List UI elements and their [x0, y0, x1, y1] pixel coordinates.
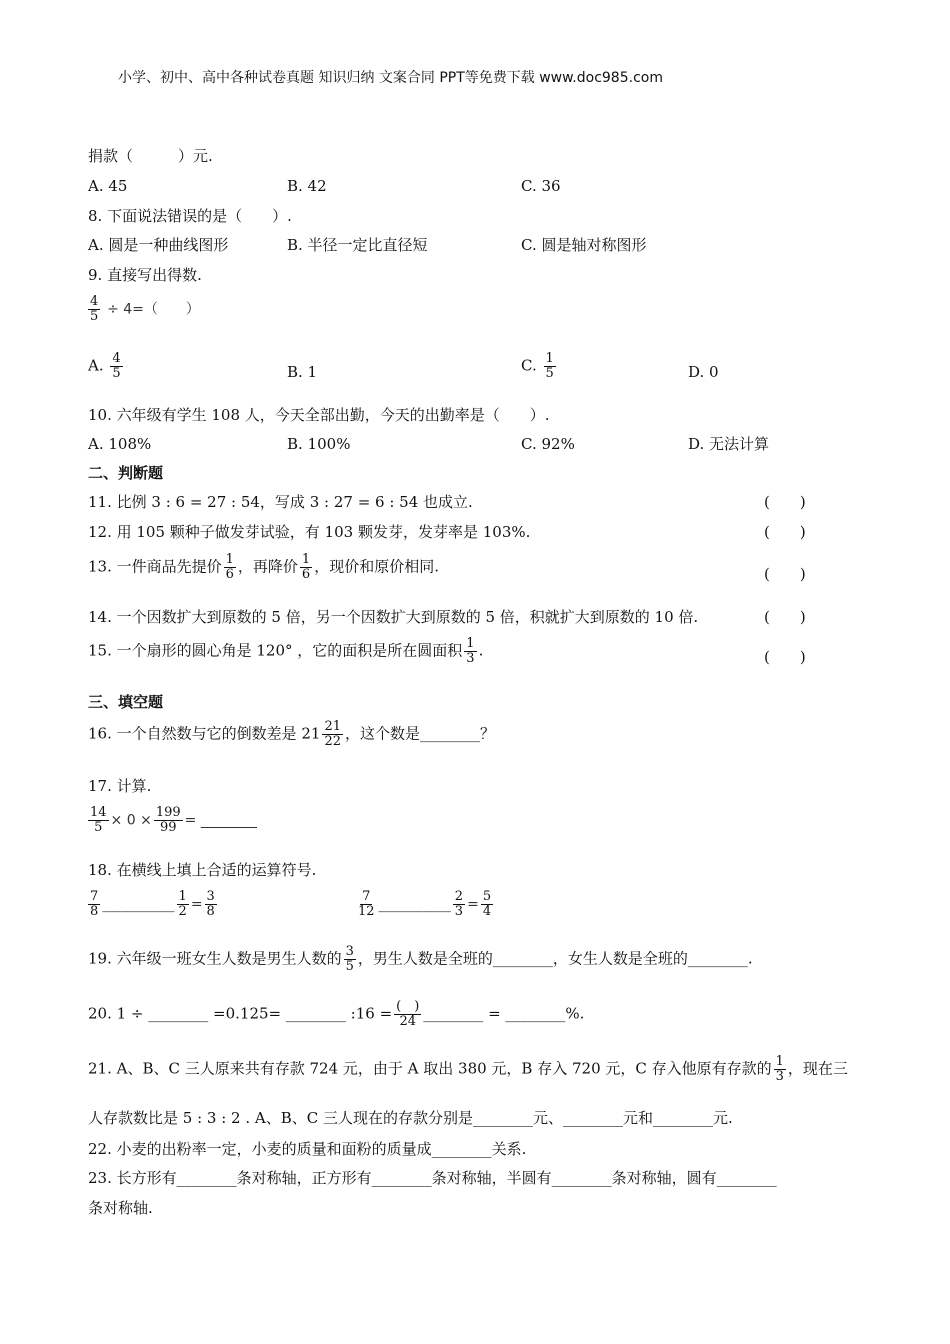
- q10-option-c: C. 92%: [521, 435, 575, 453]
- fraction: $\frac{14}{5}$: [90, 805, 107, 835]
- q7-continuation: 捐款（ ）元.: [88, 147, 213, 165]
- q12-answer-parens: ( ): [764, 523, 806, 541]
- q8-option-c: C. 圆是轴对称图形: [521, 236, 647, 254]
- q9-option-c: C. $\frac{1}{5}$: [521, 351, 554, 381]
- q8-option-a: A. 圆是一种曲线图形: [88, 236, 229, 254]
- blank[interactable]: ________: [102, 894, 175, 913]
- q10-stem: 10. 六年级有学生 108 人，今天全部出勤，今天的出勤率是（ ）.: [88, 406, 550, 424]
- q9-option-b: B. 1: [287, 363, 318, 381]
- fraction: $\frac{5}{4}$: [482, 889, 492, 919]
- q13-text: 13. 一件商品先提价 $\frac{1}{6}$ ，再降价 $\frac{1}{6}$ ，现价和原价相同.: [88, 552, 439, 582]
- fraction: $\frac{4}{5}$: [112, 351, 121, 381]
- fraction: $\frac{21}{22}$: [324, 719, 342, 749]
- q10-option-b: B. 100%: [287, 435, 351, 453]
- q9-stem: 9. 直接写出得数.: [88, 266, 202, 284]
- q19-text: 19. 六年级一班女生人数是男生人数的 $\frac{3}{5}$ ，男生人数是全班的________，女生人数是全班的________.: [88, 944, 753, 974]
- q14-text: 14. 一个因数扩大到原数的 5 倍，另一个因数扩大到原数的 5 倍，积就扩大到原数的 10 倍.: [88, 608, 699, 626]
- q18-stem: 18. 在横线上填上合适的运算符号.: [88, 861, 317, 879]
- q17-expression: $\frac{14}{5}$ × 0 × $\frac{199}{99}$ = ________: [90, 805, 257, 835]
- fraction: $\frac{1}{6}$: [225, 552, 234, 582]
- q17-stem: 17. 计算.: [88, 777, 152, 795]
- q18-left-expression: $\frac{7}{8}$ ________ $\frac{1}{2}$ = $\frac{3}{8}$: [90, 889, 215, 919]
- fraction: $\frac{1}{3}$: [466, 636, 475, 666]
- fraction: $\frac{3}{8}$: [206, 889, 215, 919]
- fraction: $\frac{1}{3}$: [775, 1054, 784, 1084]
- fraction: $\frac{1}{2}$: [178, 889, 187, 919]
- page-header: 小学、初中、高中各种试卷真题 知识归纳 文案合同 PPT等免费下载 www.doc985.com: [118, 70, 663, 86]
- q7-option-a: A. 45: [88, 177, 128, 195]
- q15-text: 15. 一个扇形的圆心角是 120° ，它的面积是所在圆面积 $\frac{1}{3}$ .: [88, 636, 484, 666]
- fraction: $\frac{199}{99}$: [155, 805, 181, 835]
- q10-option-a: A. 108%: [88, 435, 152, 453]
- q8-stem: 8. 下面说法错误的是（ ）.: [88, 207, 292, 225]
- q8-option-b: B. 半径一定比直径短: [287, 236, 428, 254]
- q20-text: 20. 1 ÷ ________ =0.125= ________ :16 = $\frac{( )}{24}$ ________ = ________%.: [88, 999, 585, 1029]
- q14-answer-parens: ( ): [764, 608, 806, 626]
- q21-line2: 人存款数比是 5 : 3 : 2 . A、B、C 三人现在的存款分别是________元、________元和________元.: [88, 1109, 733, 1127]
- q7-option-b: B. 42: [287, 177, 327, 195]
- fraction: $\frac{( )}{24}$: [396, 999, 420, 1029]
- q11-answer-parens: ( ): [764, 493, 806, 511]
- q23-line1: 23. 长方形有________条对称轴，正方形有________条对称轴，半圆有________条对称轴，圆有________: [88, 1169, 777, 1187]
- q9-option-d: D. 0: [688, 363, 719, 381]
- fraction: $\frac{7}{8}$: [90, 889, 99, 919]
- fraction: $\frac{1}{6}$: [301, 552, 311, 582]
- q9-option-a: A. $\frac{4}{5}$: [88, 351, 121, 381]
- q23-line2: 条对称轴.: [88, 1199, 153, 1217]
- q9-expression: $\frac{4}{5}$ ÷ 4=（ ）: [90, 294, 200, 324]
- fraction: $\frac{1}{5}$: [545, 351, 554, 381]
- q7-option-c: C. 36: [521, 177, 561, 195]
- q13-answer-parens: ( ): [764, 565, 806, 583]
- q22-text: 22. 小麦的出粉率一定，小麦的质量和面粉的质量成________关系.: [88, 1140, 527, 1158]
- section-title-fill-in: 三、填空题: [88, 693, 164, 711]
- q12-text: 12. 用 105 颗种子做发芽试验，有 103 颗发芽，发芽率是 103%.: [88, 523, 531, 541]
- blank[interactable]: ________: [378, 894, 451, 913]
- q11-text: 11. 比例 3 : 6 = 27 : 54，写成 3 : 27 = 6 : 54 也成立.: [88, 493, 473, 511]
- fraction: $\frac{2}{3}$: [454, 889, 464, 919]
- q10-option-d: D. 无法计算: [688, 435, 770, 453]
- section-title-judgment: 二、判断题: [88, 464, 164, 482]
- q16-text: 16. 一个自然数与它的倒数差是 21 $\frac{21}{22}$ ，这个数是________？: [88, 719, 496, 749]
- q18-right-expression: $\frac{7}{12}$ ________ $\frac{2}{3}$ = $\frac{5}{4}$: [358, 889, 492, 919]
- fraction: $\frac{3}{5}$: [345, 944, 354, 974]
- fraction: $\frac{4}{5}$: [90, 294, 99, 324]
- fraction: $\frac{7}{12}$: [358, 889, 375, 919]
- q21-line1: 21. A、B、C 三人原来共有存款 724 元，由于 A 取出 380 元，B 存入 720 元，C 存入他原有存款的 $\frac{1}{3}$ ，现在三: [88, 1054, 848, 1084]
- q15-answer-parens: ( ): [764, 648, 806, 666]
